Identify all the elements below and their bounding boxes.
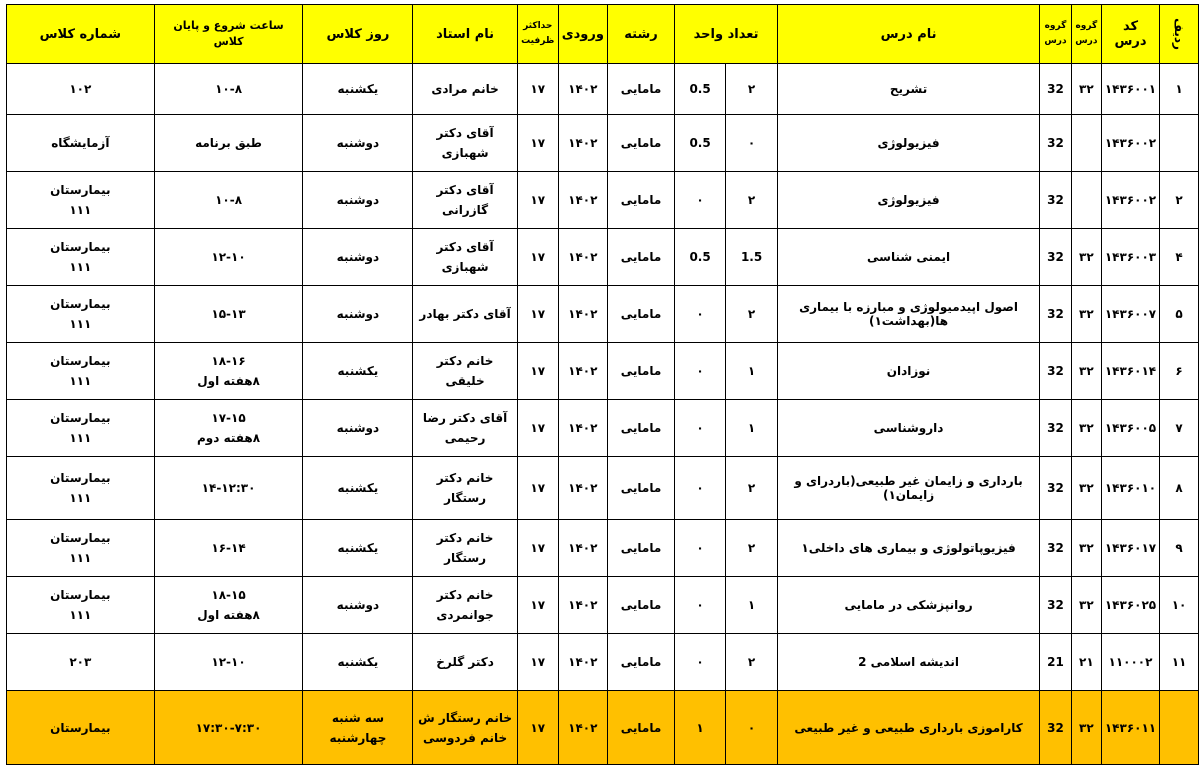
cell-course-name: فیزیولوژی xyxy=(778,172,1040,229)
cell-teacher: آقای دکتر شهبازی xyxy=(413,115,517,172)
cell-units-practical: ۱ xyxy=(675,691,726,765)
cell-course-name: ایمنی شناسی xyxy=(778,229,1040,286)
cell-entry: ۱۴۰۲ xyxy=(558,229,607,286)
cell-units-practical: ۰ xyxy=(675,577,726,634)
cell-entry: ۱۴۰۲ xyxy=(558,64,607,115)
cell-time: ۱۲-۱۰ xyxy=(154,229,303,286)
cell-time: ۱۸-۱۵ ۸هفته اول xyxy=(154,577,303,634)
cell-course-name: کاراموزی بارداری طبیعی و غیر طبیعی xyxy=(778,691,1040,765)
table-row xyxy=(7,229,1199,286)
cell-day: یکشنبه xyxy=(303,343,413,400)
cell-row-number: ۵ xyxy=(1160,286,1199,343)
cell-row-number: ۱۰ xyxy=(1160,577,1199,634)
cell-row-number: ۷ xyxy=(1160,400,1199,457)
cell-room: بیمارستان ۱۱۱ xyxy=(7,172,155,229)
table-row xyxy=(7,691,1199,765)
cell-course-code: ۱۴۳۶۰۱۰ xyxy=(1101,457,1159,520)
cell-course-code: ۱۴۳۶۰۱۴ xyxy=(1101,343,1159,400)
cell-entry: ۱۴۰۲ xyxy=(558,286,607,343)
cell-teacher: خانم رستگار ش خانم فردوسی xyxy=(413,691,517,765)
schedule-table xyxy=(6,4,1199,765)
cell-major: مامایی xyxy=(607,286,674,343)
cell-teacher: آقای دکتر رضا رحیمی xyxy=(413,400,517,457)
header-entry: ورودی xyxy=(558,5,607,64)
cell-group-2: 32 xyxy=(1040,343,1072,400)
cell-course-name: بارداری و زایمان غیر طبیعی(باردرای و زایمان۱) xyxy=(778,457,1040,520)
cell-teacher: آقای دکتر شهبازی xyxy=(413,229,517,286)
cell-group-2: 32 xyxy=(1040,172,1072,229)
cell-day: دوشنبه xyxy=(303,115,413,172)
cell-entry: ۱۴۰۲ xyxy=(558,115,607,172)
table-row xyxy=(7,286,1199,343)
cell-teacher: آقای دکتر بهادر xyxy=(413,286,517,343)
cell-room: ۱۰۲ xyxy=(7,64,155,115)
cell-group-1: ۳۲ xyxy=(1071,457,1101,520)
cell-group-1: ۲۱ xyxy=(1071,634,1101,691)
cell-units-theory: ۰ xyxy=(726,691,778,765)
cell-units-practical: ۰ xyxy=(675,457,726,520)
table-row xyxy=(7,343,1199,400)
cell-day: سه شنبه چهارشنبه xyxy=(303,691,413,765)
cell-course-name: داروشناسی xyxy=(778,400,1040,457)
cell-group-1: ۳۲ xyxy=(1071,577,1101,634)
table-row xyxy=(7,457,1199,520)
cell-course-code: ۱۴۳۶۰۰۲ xyxy=(1101,172,1159,229)
cell-major: مامایی xyxy=(607,691,674,765)
cell-group-2: 32 xyxy=(1040,577,1072,634)
cell-time: ۱۵-۱۳ xyxy=(154,286,303,343)
header-major: رشته xyxy=(607,5,674,64)
cell-capacity: ۱۷ xyxy=(517,343,558,400)
cell-row-number: ۴ xyxy=(1160,229,1199,286)
cell-units-theory: ۱ xyxy=(726,577,778,634)
cell-entry: ۱۴۰۲ xyxy=(558,691,607,765)
cell-group-2: 32 xyxy=(1040,286,1072,343)
cell-time: طبق برنامه xyxy=(154,115,303,172)
cell-major: مامایی xyxy=(607,457,674,520)
cell-teacher: خانم دکتر رستگار xyxy=(413,457,517,520)
cell-units-theory: 1.5 xyxy=(726,229,778,286)
cell-capacity: ۱۷ xyxy=(517,115,558,172)
cell-room: بیمارستان ۱۱۱ xyxy=(7,343,155,400)
header-course-name: نام درس xyxy=(778,5,1040,64)
cell-teacher: خانم مرادی xyxy=(413,64,517,115)
cell-capacity: ۱۷ xyxy=(517,457,558,520)
cell-teacher: خانم دکتر رستگار xyxy=(413,520,517,577)
cell-teacher: آقای دکتر گازرانی xyxy=(413,172,517,229)
header-row-number: ردیف xyxy=(1160,5,1199,64)
cell-group-2: 21 xyxy=(1040,634,1072,691)
table-row xyxy=(7,64,1199,115)
cell-group-1: ۳۲ xyxy=(1071,286,1101,343)
cell-room: بیمارستان ۱۱۱ xyxy=(7,400,155,457)
cell-group-2: 32 xyxy=(1040,691,1072,765)
cell-room: بیمارستان ۱۱۱ xyxy=(7,520,155,577)
cell-units-practical: ۰ xyxy=(675,286,726,343)
cell-course-code: ۱۴۳۶۰۰۱ xyxy=(1101,64,1159,115)
cell-units-theory: ۲ xyxy=(726,64,778,115)
cell-course-code: ۱۴۳۶۰۰۷ xyxy=(1101,286,1159,343)
cell-course-name: فیزیوپاتولوژی و بیماری های داخلی۱ xyxy=(778,520,1040,577)
table-row xyxy=(7,172,1199,229)
cell-course-name: اصول اپیدمیولوژی و مبارزه با بیماری ها(بهداشت۱) xyxy=(778,286,1040,343)
table-row xyxy=(7,520,1199,577)
cell-entry: ۱۴۰۲ xyxy=(558,172,607,229)
cell-room: بیمارستان ۱۱۱ xyxy=(7,577,155,634)
cell-units-theory: ۲ xyxy=(726,520,778,577)
cell-units-practical: 0.5 xyxy=(675,229,726,286)
cell-units-practical: 0.5 xyxy=(675,115,726,172)
cell-entry: ۱۴۰۲ xyxy=(558,520,607,577)
cell-major: مامایی xyxy=(607,172,674,229)
cell-group-2: 32 xyxy=(1040,400,1072,457)
cell-course-code: ۱۴۳۶۰۱۱ xyxy=(1101,691,1159,765)
cell-group-1 xyxy=(1071,115,1101,172)
cell-room: ۲۰۳ xyxy=(7,634,155,691)
cell-day: یکشنبه xyxy=(303,457,413,520)
cell-units-theory: ۲ xyxy=(726,286,778,343)
table-row xyxy=(7,115,1199,172)
cell-row-number: ۱ xyxy=(1160,64,1199,115)
cell-entry: ۱۴۰۲ xyxy=(558,577,607,634)
cell-capacity: ۱۷ xyxy=(517,577,558,634)
cell-units-theory: ۰ xyxy=(726,115,778,172)
table-row xyxy=(7,400,1199,457)
cell-capacity: ۱۷ xyxy=(517,64,558,115)
cell-course-name: فیزیولوژی xyxy=(778,115,1040,172)
cell-day: یکشنبه xyxy=(303,64,413,115)
cell-course-code: ۱۱۰۰۰۲ xyxy=(1101,634,1159,691)
cell-course-code: ۱۴۳۶۰۰۲ xyxy=(1101,115,1159,172)
cell-time: ۱۰-۸ xyxy=(154,64,303,115)
cell-units-theory: ۲ xyxy=(726,172,778,229)
cell-teacher: خانم دکتر خلیقی xyxy=(413,343,517,400)
cell-course-code: ۱۴۳۶۰۱۷ xyxy=(1101,520,1159,577)
cell-room: بیمارستان ۱۱۱ xyxy=(7,229,155,286)
cell-row-number: ۲ xyxy=(1160,172,1199,229)
cell-day: دوشنبه xyxy=(303,229,413,286)
cell-units-practical: ۰ xyxy=(675,634,726,691)
cell-course-code: ۱۴۳۶۰۲۵ xyxy=(1101,577,1159,634)
cell-room: بیمارستان xyxy=(7,691,155,765)
cell-major: مامایی xyxy=(607,229,674,286)
cell-teacher: دکتر گلرخ xyxy=(413,634,517,691)
cell-row-number xyxy=(1160,115,1199,172)
cell-entry: ۱۴۰۲ xyxy=(558,634,607,691)
cell-capacity: ۱۷ xyxy=(517,400,558,457)
header-units: تعداد واحد xyxy=(675,5,778,64)
cell-group-2: 32 xyxy=(1040,457,1072,520)
cell-row-number: ۱۱ xyxy=(1160,634,1199,691)
cell-time: ۱۷:۳۰-۷:۳۰ xyxy=(154,691,303,765)
cell-row-number: ۸ xyxy=(1160,457,1199,520)
cell-group-1 xyxy=(1071,172,1101,229)
cell-group-2: 32 xyxy=(1040,520,1072,577)
header-capacity: حداکثر ظرفیت xyxy=(517,5,558,64)
cell-row-number: ۶ xyxy=(1160,343,1199,400)
header-teacher: نام استاد xyxy=(413,5,517,64)
cell-course-name: نوزادان xyxy=(778,343,1040,400)
cell-time: ۱۶-۱۴ xyxy=(154,520,303,577)
cell-major: مامایی xyxy=(607,343,674,400)
cell-group-1: ۳۲ xyxy=(1071,343,1101,400)
cell-major: مامایی xyxy=(607,115,674,172)
cell-units-theory: ۱ xyxy=(726,400,778,457)
cell-units-practical: ۰ xyxy=(675,172,726,229)
cell-row-number: ۹ xyxy=(1160,520,1199,577)
cell-course-code: ۱۴۳۶۰۰۵ xyxy=(1101,400,1159,457)
cell-group-2: 32 xyxy=(1040,115,1072,172)
cell-course-code: ۱۴۳۶۰۰۳ xyxy=(1101,229,1159,286)
cell-time: ۱۲-۱۰ xyxy=(154,634,303,691)
cell-group-1: ۳۲ xyxy=(1071,691,1101,765)
cell-major: مامایی xyxy=(607,634,674,691)
cell-teacher: خانم دکتر جوانمردی xyxy=(413,577,517,634)
header-room: شماره کلاس xyxy=(7,5,155,64)
cell-capacity: ۱۷ xyxy=(517,229,558,286)
header-time: ساعت شروع و پایان کلاس xyxy=(154,5,303,64)
cell-time: ۱۷-۱۵ ۸هفته دوم xyxy=(154,400,303,457)
cell-units-practical: 0.5 xyxy=(675,64,726,115)
cell-units-theory: ۲ xyxy=(726,634,778,691)
cell-time: ۱۴-۱۲:۳۰ xyxy=(154,457,303,520)
cell-entry: ۱۴۰۲ xyxy=(558,400,607,457)
cell-units-theory: ۱ xyxy=(726,343,778,400)
cell-capacity: ۱۷ xyxy=(517,286,558,343)
cell-group-2: 32 xyxy=(1040,229,1072,286)
cell-capacity: ۱۷ xyxy=(517,691,558,765)
cell-major: مامایی xyxy=(607,64,674,115)
cell-units-practical: ۰ xyxy=(675,520,726,577)
cell-units-practical: ۰ xyxy=(675,343,726,400)
cell-entry: ۱۴۰۲ xyxy=(558,343,607,400)
cell-capacity: ۱۷ xyxy=(517,520,558,577)
cell-day: یکشنبه xyxy=(303,634,413,691)
cell-group-1: ۳۲ xyxy=(1071,400,1101,457)
table-row xyxy=(7,634,1199,691)
cell-entry: ۱۴۰۲ xyxy=(558,457,607,520)
header-group-2: گروه درس xyxy=(1040,5,1072,64)
cell-capacity: ۱۷ xyxy=(517,172,558,229)
cell-group-1: ۳۲ xyxy=(1071,229,1101,286)
cell-course-name: تشریح xyxy=(778,64,1040,115)
header-day: روز کلاس xyxy=(303,5,413,64)
cell-major: مامایی xyxy=(607,400,674,457)
cell-units-theory: ۲ xyxy=(726,457,778,520)
cell-room: آزمایشگاه xyxy=(7,115,155,172)
cell-units-practical: ۰ xyxy=(675,400,726,457)
cell-day: دوشنبه xyxy=(303,577,413,634)
cell-course-name: اندیشه اسلامی 2 xyxy=(778,634,1040,691)
cell-time: ۱۸-۱۶ ۸هفته اول xyxy=(154,343,303,400)
cell-day: دوشنبه xyxy=(303,172,413,229)
cell-major: مامایی xyxy=(607,577,674,634)
cell-major: مامایی xyxy=(607,520,674,577)
cell-day: یکشنبه xyxy=(303,520,413,577)
header-row xyxy=(7,5,1199,64)
cell-course-name: روانپزشکی در مامایی xyxy=(778,577,1040,634)
cell-room: بیمارستان ۱۱۱ xyxy=(7,457,155,520)
cell-row-number xyxy=(1160,691,1199,765)
cell-group-1: ۳۲ xyxy=(1071,520,1101,577)
header-group-1: گروه درس xyxy=(1071,5,1101,64)
cell-group-2: 32 xyxy=(1040,64,1072,115)
cell-day: دوشنبه xyxy=(303,286,413,343)
cell-time: ۱۰-۸ xyxy=(154,172,303,229)
header-course-code: کد درس xyxy=(1101,5,1159,64)
table-row xyxy=(7,577,1199,634)
cell-room: بیمارستان ۱۱۱ xyxy=(7,286,155,343)
cell-capacity: ۱۷ xyxy=(517,634,558,691)
cell-day: دوشنبه xyxy=(303,400,413,457)
cell-group-1: ۳۲ xyxy=(1071,64,1101,115)
